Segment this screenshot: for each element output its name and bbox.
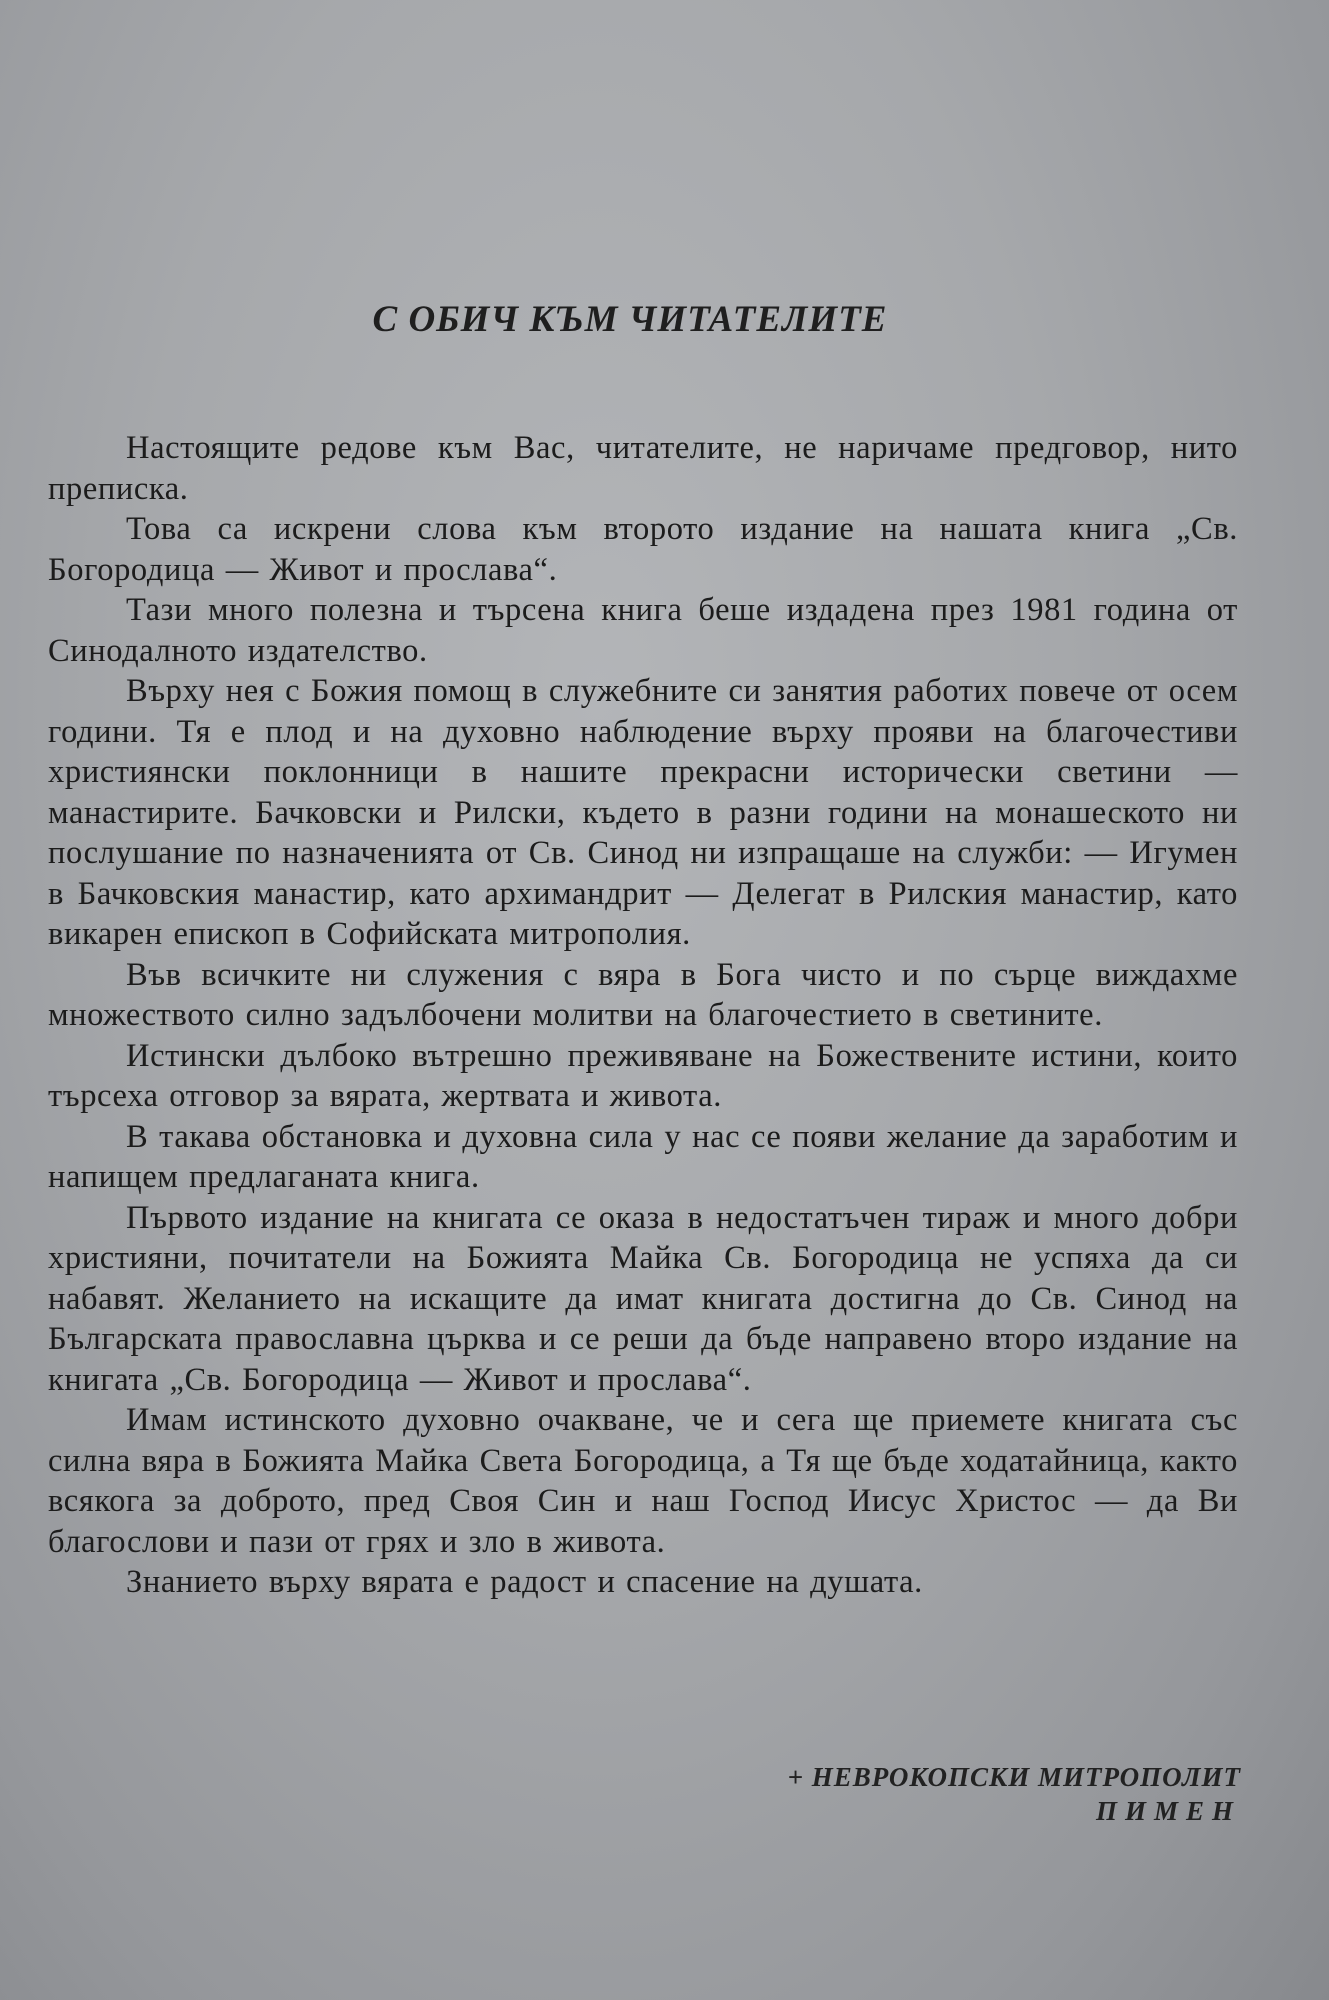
paragraph-4: Върху нея с Божия помощ в служебните си занятия работих повече от осем години. Тя е плод и на духовно наблюдение върху прояви на благочестиви християнски поклонници в нашите прекрасни исторически светини — манастирите. Бачковски и Рилски, където в разни години на монашеското ни послушание по назначенията от Св. Синод ни изпращаше на служби: — Игумен в Бачковския манастир, като архимандрит — Делегат в Рилския манастир, като викарен епископ в Софийската митрополия. [48,673,1238,952]
paragraph-9: Имам истинското духовно очакване, че и сега ще приемете книгата със силна вяра в Божията Майка Света Богородица, а Тя ще бъде ходатайница, както всякога за доброто, пред Своя Син и наш Господ Иисус Христос — да Ви благослови и пази от грях и зло в живота. [48,1402,1238,1560]
paragraph-7: В такава обстановка и духовна сила у нас се появи желание да заработим и напищем предлаганата книга. [48,1118,1238,1195]
page-title: С ОБИЧ КЪМ ЧИТАТЕЛИТЕ [372,299,888,340]
paragraph-8: Първото издание на книгата се оказа в недостатъчен тираж и много добри християни, почитатели на Божията Майка Св. Богородица не успяха да си набавят. Желанието на искащите да имат книгата достигна до Св. Синод на Българската православна църква и се реши да бъде направено второ издание на книгата „Св. Богородица — Живот и прослава“. [48,1199,1238,1398]
paragraph-1: Настоящите редове към Вас, читателите, не наричаме предговор, нито преписка. [48,430,1238,507]
paragraph-6: Истински дълбоко вътрешно преживяване на Божествените истини, които търсеха отговор за вярата, жертвата и живота. [48,1037,1238,1114]
paragraph-5: Във всичките ни служения с вяра в Бога чисто и по сърце виждахме множеството силно задълбочени молитви на благочестието в светините. [48,956,1238,1033]
signature [541,1760,1241,1828]
signature-title: + НЕВРОКОПСКИ МИТРОПОЛИТ [787,1762,1241,1792]
paragraph-2: Това са искрени слова към второто издание на нашата книга „Св. Богородица — Живот и прослава“. [48,511,1238,588]
paragraph-10: Знанието върху вярата е радост и спасение на душата. [126,1564,923,1600]
signature-name: ПИМЕН [1095,1796,1241,1826]
paragraph-3: Тази много полезна и търсена книга беше издадена през 1981 година от Синодалното издателство. [48,592,1238,669]
body-text [48,428,1238,1603]
